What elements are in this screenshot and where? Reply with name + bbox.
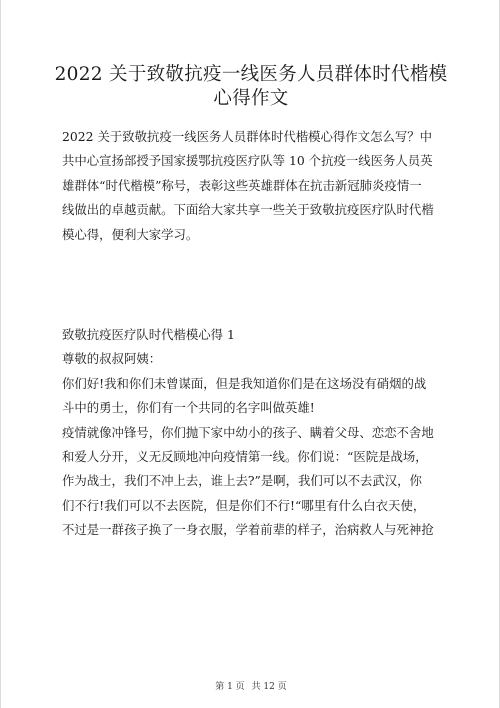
- text-line: 们不行!我们可以不去医院，但是你们不行!“哪里有什么白衣天使，: [62, 497, 426, 513]
- title-line: 2022 关于致敬抗疫一线医务人员群体时代楷模: [54, 64, 448, 85]
- title-line: 心得作文: [213, 88, 289, 109]
- text-line: 雄群体“时代楷模”称号，表彰这些英雄群体在抗击新冠肺炎疫情一: [62, 177, 422, 193]
- page-footer: [1, 679, 500, 692]
- text-line: 2022 关于致敬抗疫一线医务人员群体时代楷模心得作文怎么写？中: [62, 129, 433, 144]
- text-line: 疫情就像冲锋号，你们抛下家中幼小的孩子、瞒着父母、恋恋不舍地: [62, 424, 434, 440]
- text-line: 你们好!我和你们未曾谋面，但是我知道你们是在这场没有硝烟的战: [62, 375, 427, 391]
- page-number: 第 1 页: [215, 682, 245, 692]
- document-title: [41, 63, 461, 111]
- section-heading: 致敬抗疫医疗队时代楷模心得 1: [62, 327, 235, 342]
- salutation: 尊敬的叔叔阿姨：: [62, 351, 162, 367]
- text-line: 作为战士，我们不冲上去，谁上去?”是啊，我们可以不去武汉，你: [62, 473, 422, 489]
- intro-paragraph: [62, 125, 442, 247]
- total-pages: 共 12 页: [251, 682, 287, 692]
- text-line: 线做出的卓越贡献。下面给大家共享一些关于致敬抗疫医疗队时代楷: [62, 202, 434, 218]
- section-body: [62, 323, 442, 543]
- text-line: 不过是一群孩子换了一身衣服，学着前辈的样子，治病救人与死神抢: [62, 522, 434, 538]
- text-line: 模心得，便利大家学习。: [62, 226, 199, 242]
- text-line: 和爱人分开，义无反顾地冲向疫情第一线。你们说：“医院是战场，: [62, 448, 428, 464]
- text-line: 共中心宣扬部授予国家援鄂抗疫医疗队等 10 个抗疫一线医务人员英: [62, 153, 433, 169]
- text-line: 斗中的勇士，你们有一个共同的名字叫做英雄!: [62, 400, 315, 416]
